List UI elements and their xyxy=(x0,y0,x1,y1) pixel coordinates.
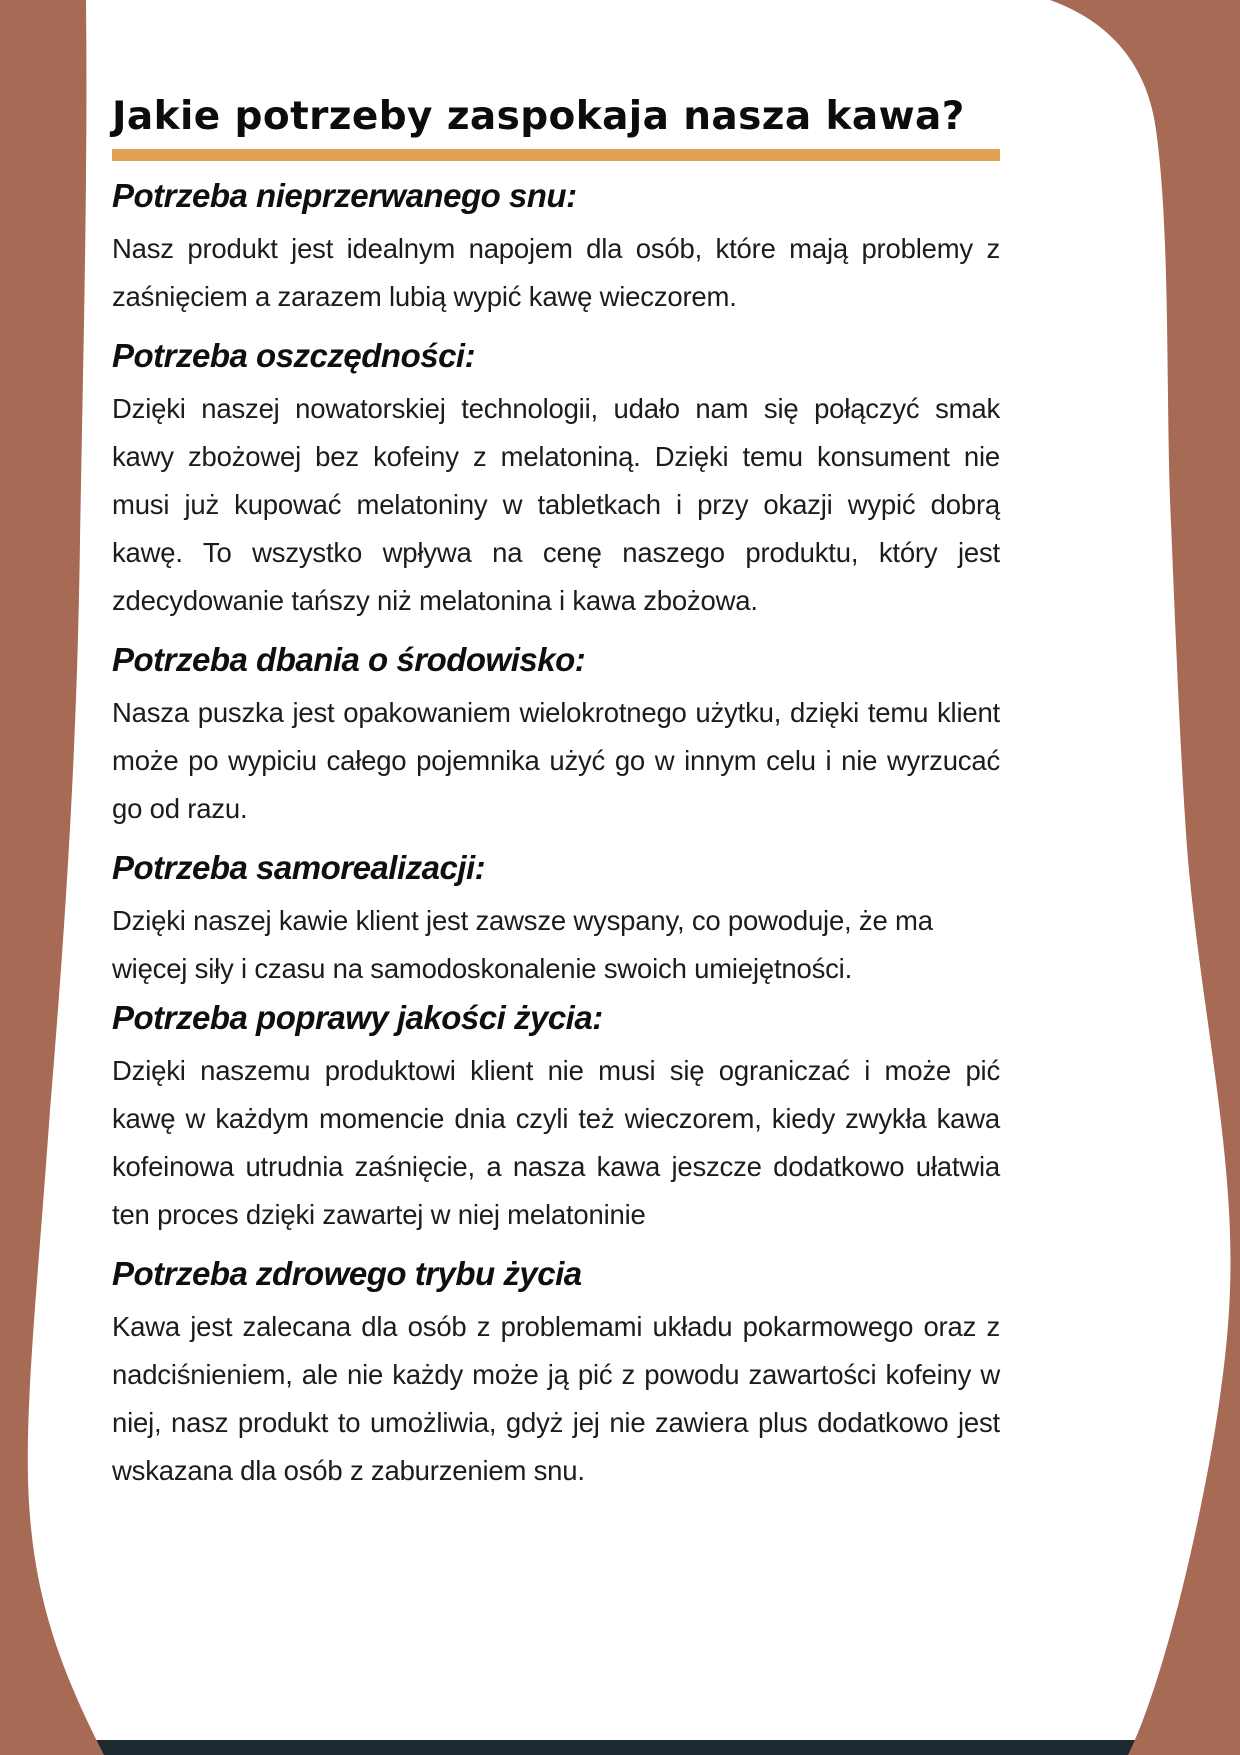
section-self-realization xyxy=(112,849,1000,993)
section-heading: Potrzeba samorealizacji: xyxy=(112,849,486,886)
section-body: Dzięki naszej nowatorskiej technologii, udało nam się połączyć smak kawy zbożowej bez kofeiny z melatoniną. Dzięki temu konsument nie musi już kupować melatoniny w tabletkach i przy okazji wypić dobrą kawę. To wszystko wpływa na cenę naszego produktu, który jest zdecydowanie tańszy niż melatonina i kawa zbożowa. xyxy=(112,393,1000,616)
section-savings xyxy=(112,337,1000,625)
section-body: Dzięki naszej kawie klient jest zawsze wyspany, co powoduje, że ma więcej siły i czasu na samodoskonalenie swoich umiejętności. xyxy=(112,905,933,984)
content-column xyxy=(112,94,1000,1495)
section-environment xyxy=(112,641,1000,833)
section-sleep xyxy=(112,177,1000,321)
section-body: Kawa jest zalecana dla osób z problemami układu pokarmowego oraz z nadciśnieniem, ale nie każdy może ją pić z powodu zawartości kofeiny w niej, nasz produkt to umożliwia, gdyż jej nie zawiera plus dodatkowo jest wskazana dla osób z zaburzeniem snu. xyxy=(112,1311,1000,1486)
section-heading: Potrzeba nieprzerwanego snu: xyxy=(112,177,577,214)
title-underline xyxy=(112,149,1000,161)
section-heading: Potrzeba poprawy jakości życia: xyxy=(112,999,603,1036)
footer-bar xyxy=(88,1740,1154,1755)
section-body: Nasza puszka jest opakowaniem wielokrotnego użytku, dzięki temu klient może po wypiciu całego pojemnika użyć go w innym celu i nie wyrzucać go od razu. xyxy=(112,697,1000,824)
right-border-shape xyxy=(1050,0,1240,1755)
section-healthy-lifestyle xyxy=(112,1255,1000,1495)
section-body: Dzięki naszemu produktowi klient nie musi się ograniczać i może pić kawę w każdym momencie dnia czyli też wieczorem, kiedy zwykła kawa kofeinowa utrudnia zaśnięcie, a nasza kawa jeszcze dodatkowo ułatwia ten proces dzięki zawartej w niej melatoninie xyxy=(112,1055,1000,1230)
left-border-shape xyxy=(0,0,104,1755)
section-quality-of-life xyxy=(112,999,1000,1239)
section-heading: Potrzeba oszczędności: xyxy=(112,337,476,374)
section-heading: Potrzeba dbania o środowisko: xyxy=(112,641,586,678)
page-title: Jakie potrzeby zaspokaja nasza kawa? xyxy=(112,94,965,139)
right-border-decoration xyxy=(1030,0,1240,1755)
section-body: Nasz produkt jest idealnym napojem dla osób, które mają problemy z zaśnięciem a zarazem lubią wypić kawę wieczorem. xyxy=(112,233,1000,312)
section-heading: Potrzeba zdrowego trybu życia xyxy=(112,1255,582,1292)
